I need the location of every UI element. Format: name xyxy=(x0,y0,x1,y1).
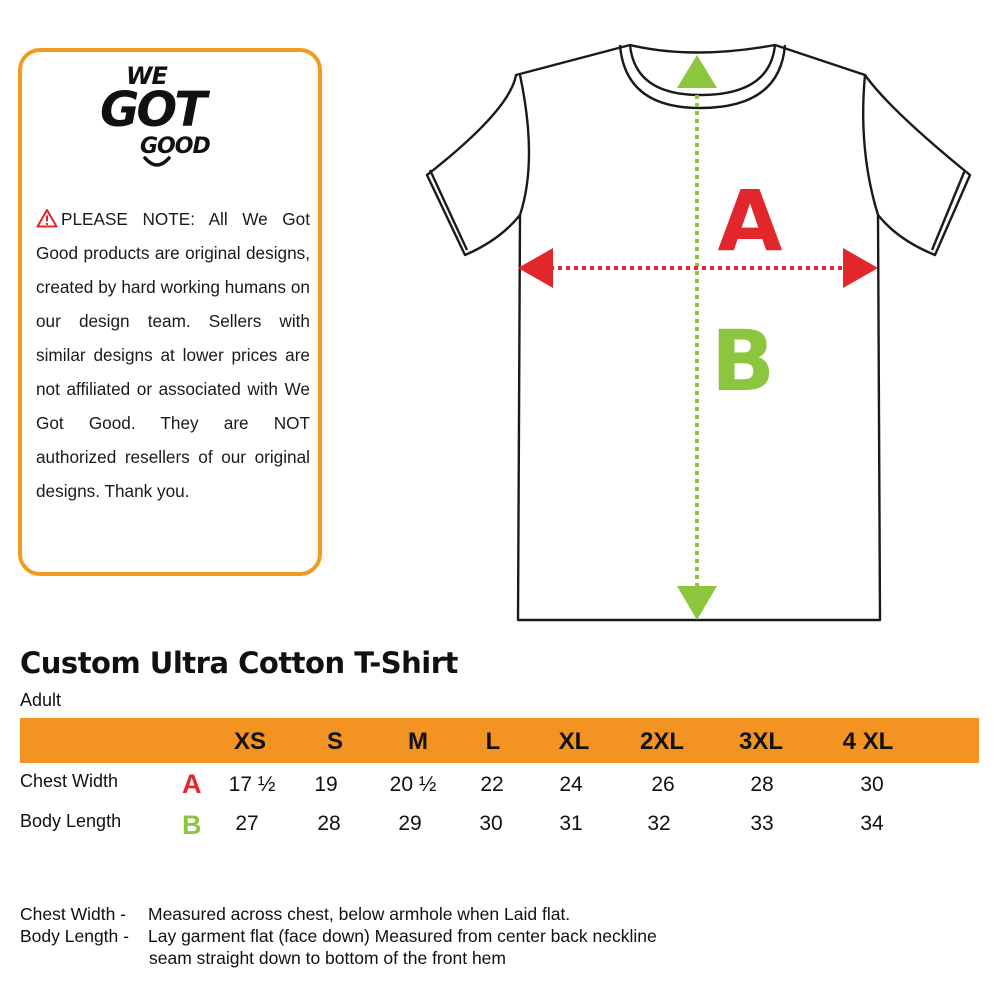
size-header-l: L xyxy=(485,728,501,755)
size-header-xl: XL xyxy=(558,728,590,755)
cell-chest-3xl: 28 xyxy=(750,773,774,796)
page-title: Custom Ultra Cotton T-Shirt xyxy=(20,646,458,680)
footnote-chest xyxy=(20,904,570,925)
logo-line-1: WE xyxy=(126,62,167,90)
warning-triangle-icon xyxy=(36,208,58,228)
logo-line-2: GOT xyxy=(100,82,204,138)
footnote-body-key: Body Length - xyxy=(20,926,129,946)
cell-body-3xl: 33 xyxy=(750,812,774,835)
size-header-2xl: 2XL xyxy=(639,728,685,755)
cell-body-2xl: 32 xyxy=(647,812,671,835)
notice-text: PLEASE NOTE: All We Got Good products are original designs, created by hard working humans on our design team. Sellers with similar designs at lower prices are not affiliated or associated with We Got Good. They are NOT authorized resellers of our original designs. Thank you. xyxy=(36,209,310,501)
footnote-chest-text: Measured across chest, below armhole when Laid flat. xyxy=(148,904,571,924)
row-letter-b: B xyxy=(182,810,202,840)
cell-body-m: 29 xyxy=(398,812,422,835)
footnote-chest-key: Chest Width - xyxy=(20,904,126,924)
cell-chest-m: 20 ½ xyxy=(389,773,437,796)
tshirt-diagram xyxy=(420,40,980,630)
cell-body-xl: 31 xyxy=(559,812,583,835)
smile-icon xyxy=(142,154,172,170)
cell-chest-2xl: 26 xyxy=(651,773,675,796)
cell-body-l: 30 xyxy=(479,812,503,835)
cell-chest-l: 22 xyxy=(480,773,504,796)
cell-body-xs: 27 xyxy=(235,812,259,835)
diagram-label-b: B xyxy=(710,312,776,410)
brand-logo xyxy=(100,62,240,172)
cell-chest-4xl: 30 xyxy=(860,773,884,796)
logo-line-3: GOOD xyxy=(140,134,210,159)
cell-body-s: 28 xyxy=(317,812,341,835)
diagram-label-a: A xyxy=(717,172,783,270)
row-letter-a: A xyxy=(182,769,202,799)
row-label-body: Body Length xyxy=(20,811,122,831)
footnote-body-continued: seam straight down to bottom of the front hem xyxy=(149,948,506,968)
size-header-m: M xyxy=(408,728,428,755)
notice-text-block xyxy=(36,202,310,508)
row-label-chest: Chest Width xyxy=(20,771,119,791)
size-header-s: S xyxy=(326,728,344,755)
size-header-3xl: 3XL xyxy=(738,728,784,755)
cell-chest-s: 19 xyxy=(314,773,338,796)
tshirt-body-outline xyxy=(427,45,970,620)
size-header-xs: XS xyxy=(233,728,267,755)
cell-chest-xs: 17 ½ xyxy=(228,773,276,796)
page-subtitle: Adult xyxy=(20,690,62,710)
size-header-4xl: 4 XL xyxy=(842,728,894,755)
footnote-body-text: Lay garment flat (face down) Measured from center back neckline xyxy=(148,926,657,946)
notice-box xyxy=(18,48,322,576)
cell-body-4xl: 34 xyxy=(860,812,884,835)
cell-chest-xl: 24 xyxy=(559,773,583,796)
footnote-body xyxy=(20,926,657,947)
